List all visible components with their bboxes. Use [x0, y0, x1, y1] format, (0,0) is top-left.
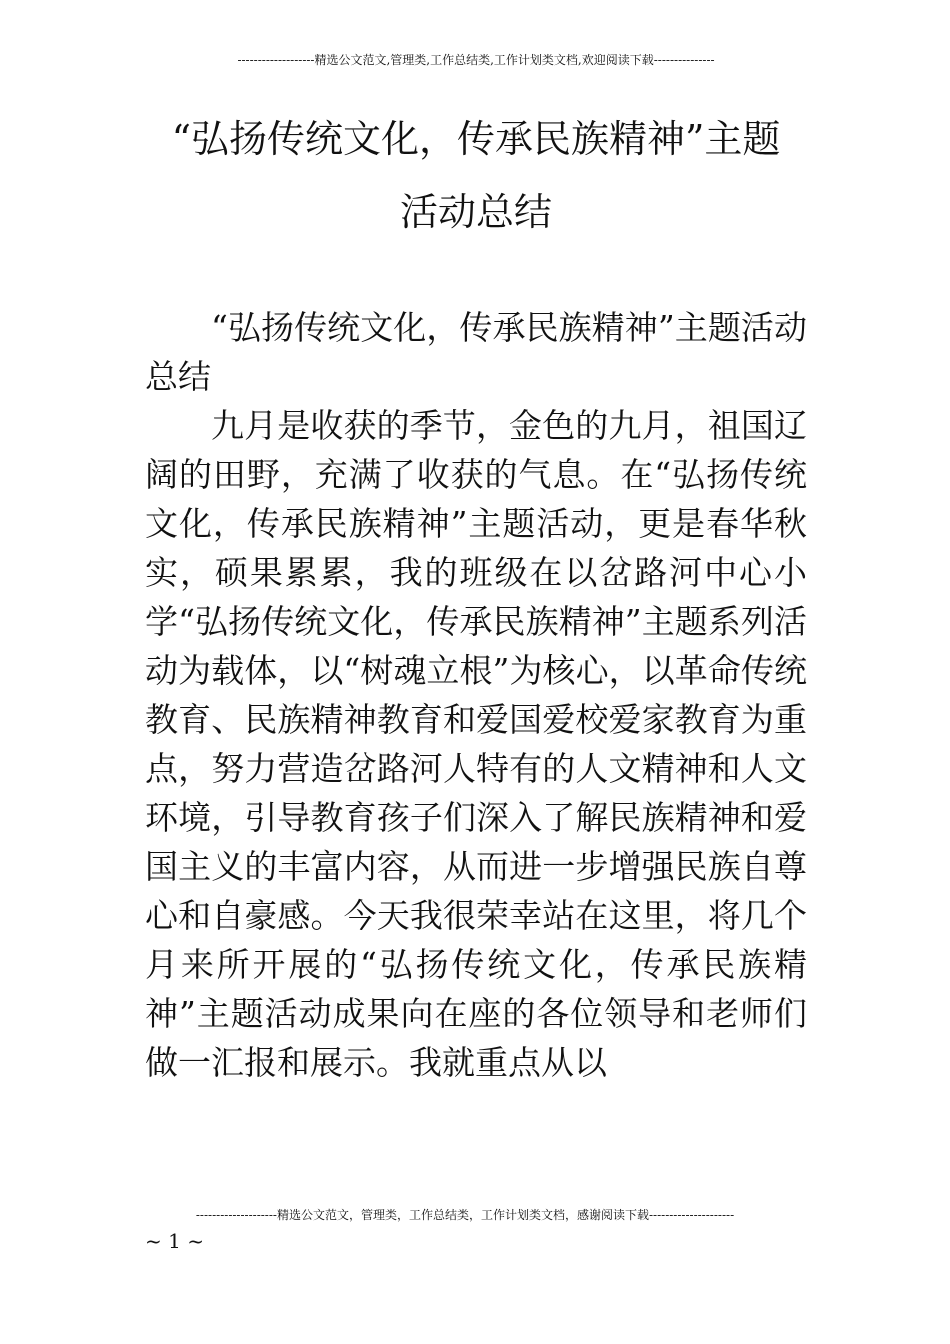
document-title-line-2: 活动总结 — [399, 190, 552, 234]
body-paragraph: 九月是收获的季节，金色的九月，祖国辽阔的田野，充满了收获的气息。在“弘扬传统文化，传承民族精神”主题活动，更是春华秋实，硕果累累，我的班级在以岔路河中心小学“弘扬传统文化，传承民族精神”主题系列活动为载体，以“树魂立根”为核心，以革命传统教育、民族精神教育和爱国爱校爱家教育为重点，努力营造岔路河人特有的人文精神和人文环境，引导教育孩子们深入了解民族精神和爱国主义的丰富内容，从而进一步增强民族自尊心和自豪感。今天我很荣幸站在这里，将几个月来所开展的“弘扬传统文化，传承民族精神”主题活动成果向在座的各位领导和老师们做一汇报和展示。我就重点从以 — [145, 406, 807, 1082]
page-footer-banner: --------------------精选公文范文，管理类，工作总结类，工作计划类文档，感谢阅读下载--------------------- — [195, 1208, 735, 1222]
document-title-line-1: “弘扬传统文化，传承民族精神”主题 — [171, 117, 781, 161]
page-number: ~ 1 ~ — [145, 1229, 204, 1253]
body-paragraph-heading: “弘扬传统文化，传承民族精神”主题活动总结 — [145, 308, 807, 396]
document-body — [145, 303, 807, 1087]
page-header-banner: -------------------精选公文范文,管理类,工作总结类,工作计划类文档,欢迎阅读下载--------------- — [237, 53, 715, 67]
